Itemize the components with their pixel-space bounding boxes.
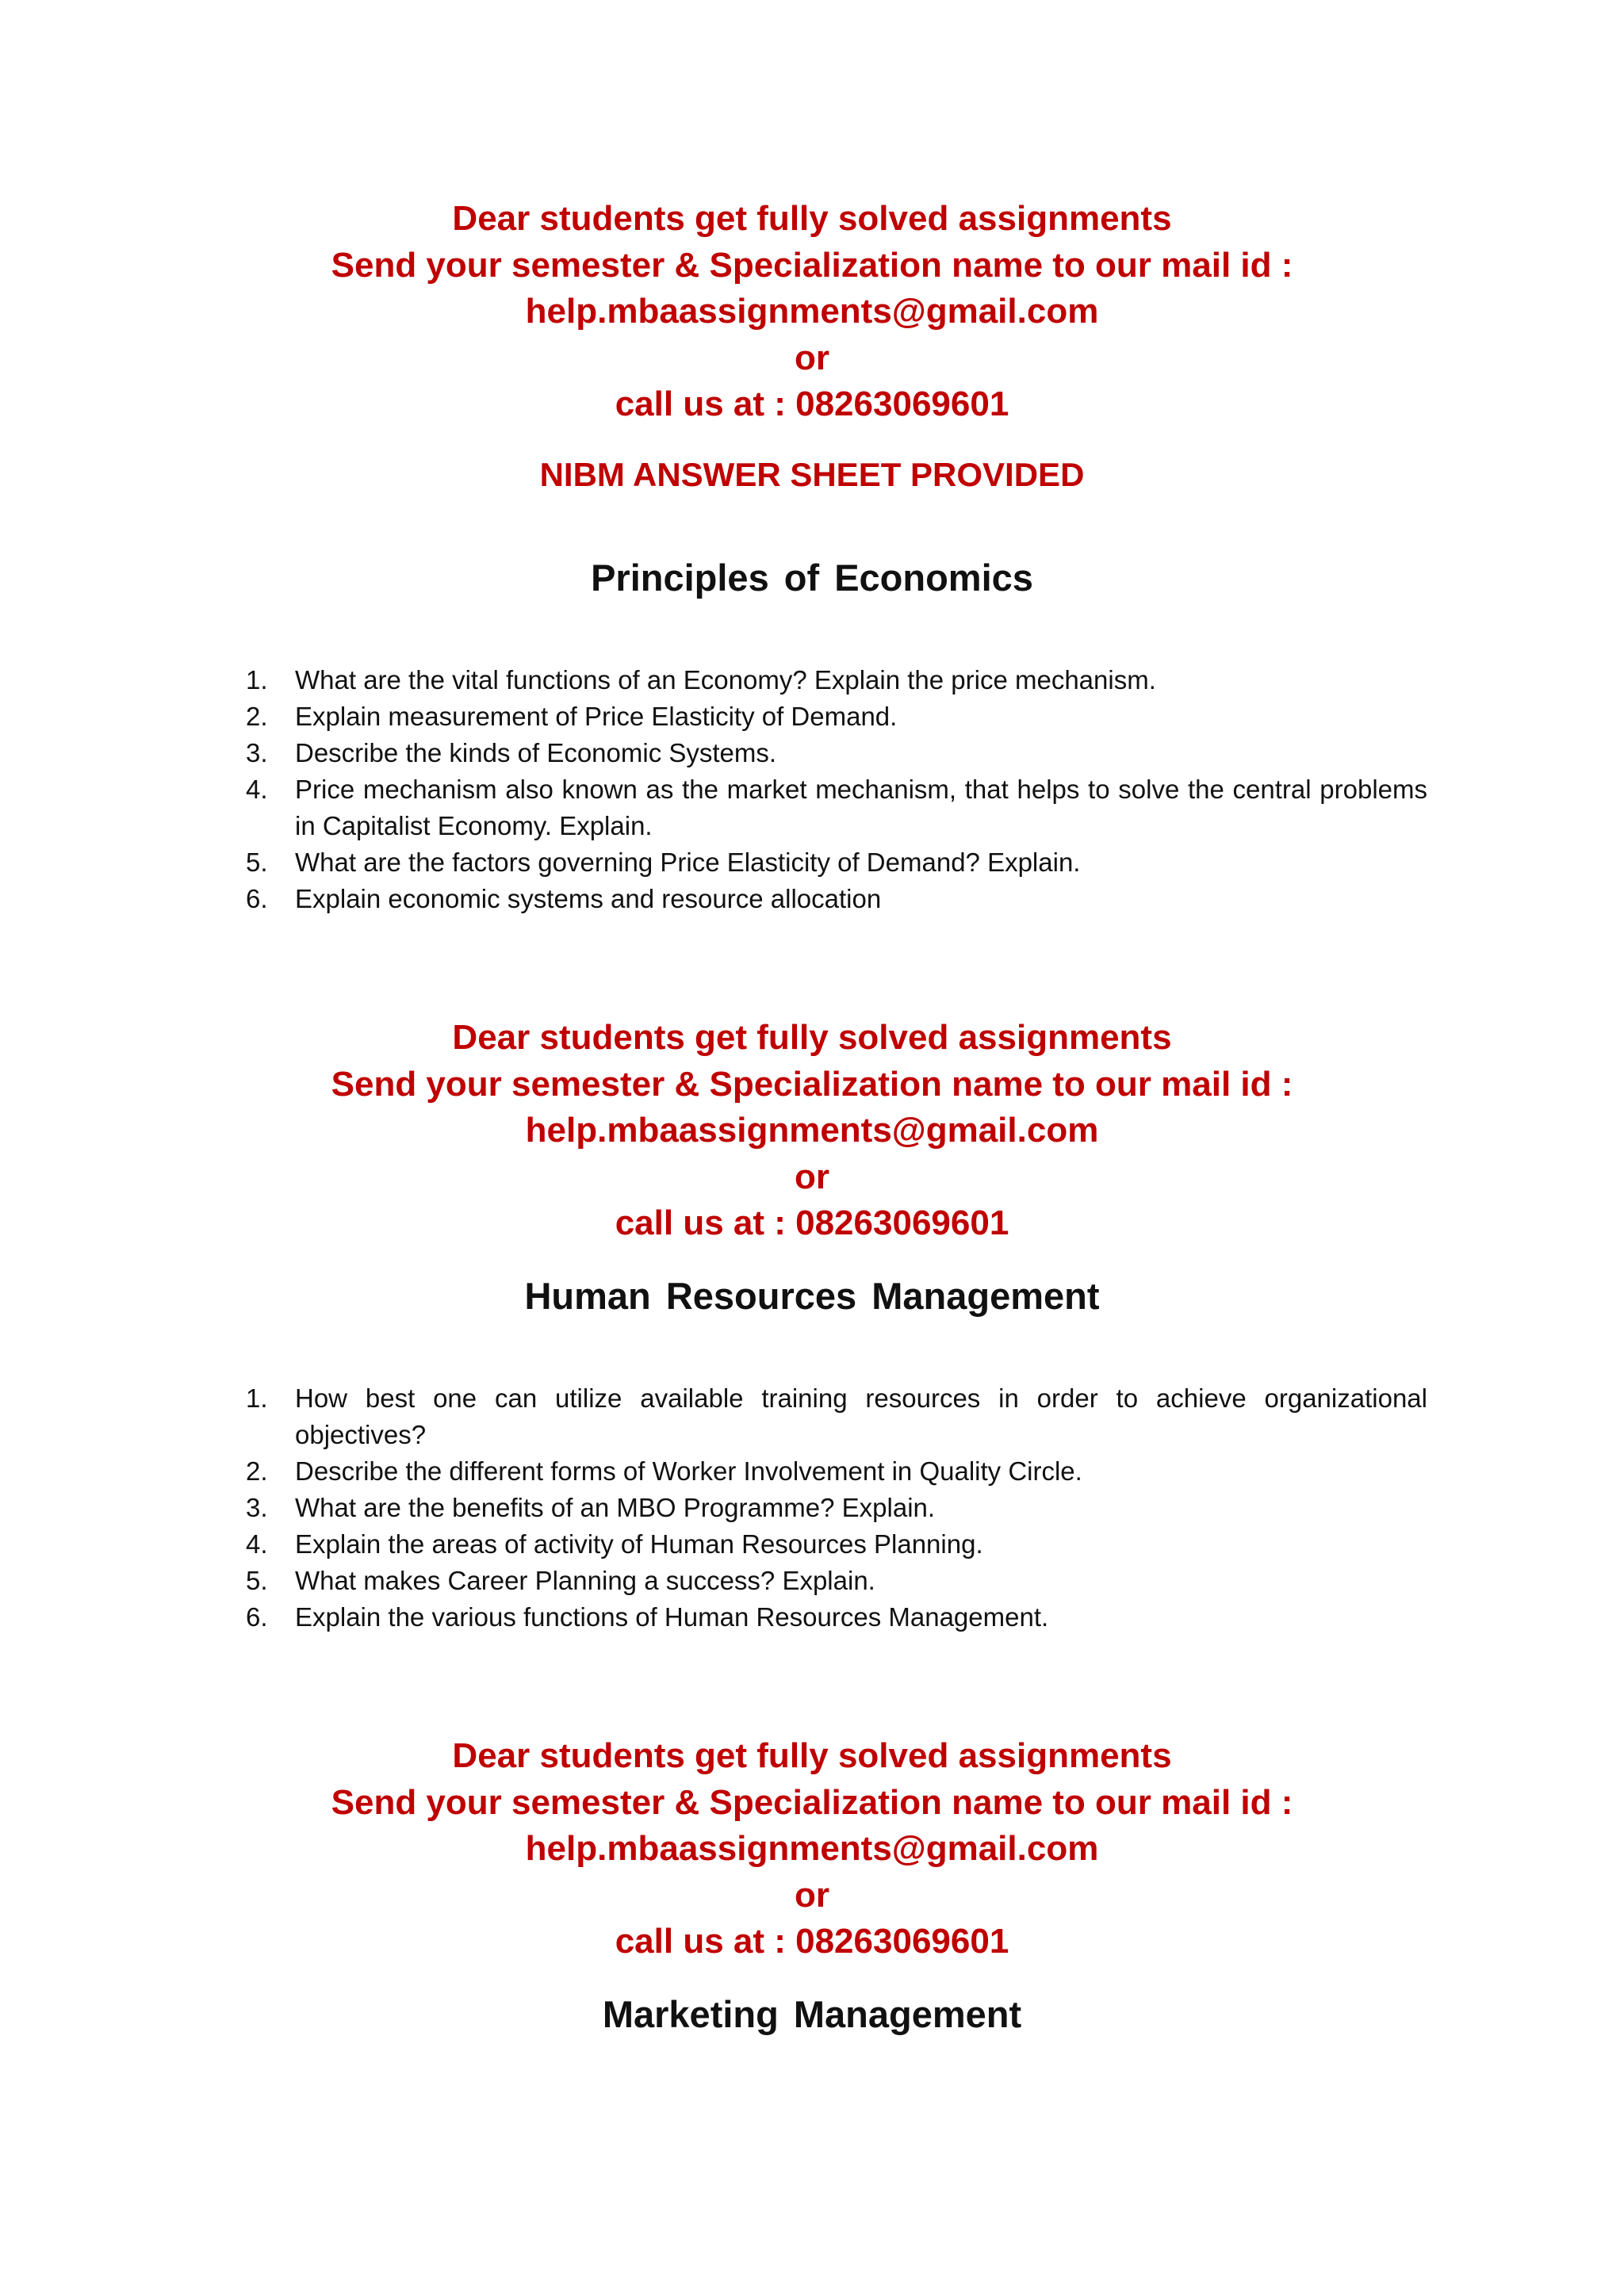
question-text: Describe the different forms of Worker Involvement in Quality Circle. (295, 1456, 1082, 1486)
question-number: 6. (246, 884, 268, 913)
section-title: Human Resources Management (524, 1275, 1100, 1317)
promo-or: or (795, 338, 829, 377)
section-title: Principles of Economics (591, 557, 1033, 599)
question-item (238, 1563, 1427, 1599)
question-item (238, 1490, 1427, 1526)
question-text: What are the vital functions of an Economy? Explain the price mechanism. (295, 665, 1156, 695)
promo-phone: call us at : 08263069601 (615, 1922, 1009, 1961)
question-text: Price mechanism also known as the market mechanism, that helps to solve the central problems in Capitalist Economy. Explain. (295, 775, 1427, 840)
promo-email: help.mbaassignments@gmail.com (525, 1111, 1099, 1150)
promo-email: help.mbaassignments@gmail.com (525, 292, 1099, 331)
promo-instruction: Send your semester & Specialization name to our mail id : (331, 245, 1293, 285)
promo-phone: call us at : 08263069601 (615, 385, 1009, 423)
question-list (238, 1380, 1427, 1636)
promo-headline: Dear students get fully solved assignments (452, 1736, 1172, 1775)
question-item (238, 735, 1427, 771)
promo-instruction: Send your semester & Specialization name to our mail id : (331, 1064, 1293, 1104)
question-text: Explain economic systems and resource allocation (295, 884, 882, 913)
question-number: 6. (246, 1602, 268, 1632)
promo-email: help.mbaassignments@gmail.com (525, 1829, 1099, 1868)
promo-block (0, 196, 1624, 428)
question-text: What are the factors governing Price Elasticity of Demand? Explain. (295, 848, 1081, 877)
question-number: 1. (246, 665, 268, 695)
question-text: What are the benefits of an MBO Programme? Explain. (295, 1493, 936, 1522)
question-text: What makes Career Planning a success? Explain. (295, 1566, 875, 1595)
promo-instruction: Send your semester & Specialization name to our mail id : (331, 1782, 1293, 1822)
question-item (238, 698, 1427, 735)
promo-block (0, 1015, 1624, 1247)
question-number: 4. (246, 775, 268, 804)
question-number: 5. (246, 1566, 268, 1595)
question-item (238, 1599, 1427, 1636)
question-item (238, 1380, 1427, 1453)
question-item (238, 1526, 1427, 1563)
question-number: 3. (246, 1493, 268, 1522)
question-text: How best one can utilize available training resources in order to achieve organizational objectives? (295, 1383, 1427, 1449)
question-number: 1. (246, 1383, 268, 1413)
promo-or: or (795, 1875, 829, 1915)
question-list (238, 662, 1427, 917)
question-text: Explain measurement of Price Elasticity of Demand. (295, 702, 898, 731)
question-item (238, 1453, 1427, 1490)
section-title: Marketing Management (602, 1993, 1022, 2035)
question-text: Explain the various functions of Human Resources Management. (295, 1602, 1049, 1632)
question-item (238, 844, 1427, 881)
question-number: 2. (246, 702, 268, 731)
question-text: Describe the kinds of Economic Systems. (295, 738, 777, 767)
promo-block (0, 1733, 1624, 1965)
promo-phone: call us at : 08263069601 (615, 1203, 1009, 1242)
answer-sheet-notice: NIBM ANSWER SHEET PROVIDED (539, 456, 1085, 493)
question-number: 4. (246, 1529, 268, 1559)
question-item (238, 881, 1427, 917)
question-number: 5. (246, 848, 268, 877)
promo-or: or (795, 1157, 829, 1196)
question-item (238, 662, 1427, 698)
question-text: Explain the areas of activity of Human Resources Planning. (295, 1529, 983, 1559)
question-item (238, 771, 1427, 844)
question-number: 3. (246, 738, 268, 767)
question-number: 2. (246, 1456, 268, 1486)
promo-headline: Dear students get fully solved assignments (452, 199, 1172, 238)
promo-headline: Dear students get fully solved assignments (452, 1018, 1172, 1057)
